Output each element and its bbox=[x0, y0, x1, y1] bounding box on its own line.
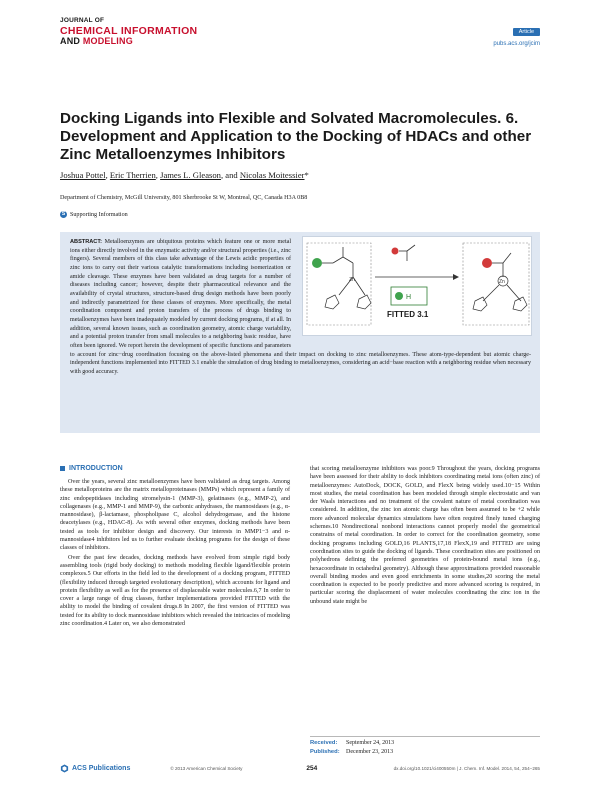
received-date: September 24, 2013 bbox=[346, 740, 395, 746]
doi-citation-link[interactable]: dx.doi.org/10.1021/ci400550m | J. Chem. Inf. Model. 2014, 54, 254−265 bbox=[393, 766, 540, 771]
abstract-label: ABSTRACT: bbox=[70, 239, 103, 245]
published-date-row bbox=[310, 748, 540, 757]
affiliation: Department of Chemistry, McGill University, 801 Sherbrooke St W, Montreal, QC, Canada H3A 0B8 bbox=[60, 195, 308, 201]
received-label: Received: bbox=[310, 740, 338, 746]
section-heading bbox=[60, 465, 123, 472]
author-link[interactable]: Joshua Pottel bbox=[60, 170, 106, 180]
toc-residue-label: H bbox=[406, 294, 412, 301]
acs-publications-label: ACS Publications bbox=[72, 765, 131, 772]
acs-publications-logo[interactable] bbox=[60, 764, 130, 773]
author-separator: , and bbox=[220, 170, 240, 180]
journal-logo-line1: JOURNAL OF bbox=[60, 17, 105, 24]
author-separator: , bbox=[105, 170, 110, 180]
copyright: © 2013 American Chemical Society bbox=[170, 766, 243, 771]
author-list bbox=[60, 170, 309, 180]
reaction-arrow bbox=[375, 245, 459, 319]
author-separator: , bbox=[155, 170, 161, 180]
toc-graphic-svg bbox=[303, 237, 533, 337]
abstract-body: Metalloenzymes are ubiquitous proteins which feature one or more metal ions either directly involved in the enzymatic activity and/or structural properties (i.e., zinc fingers). Several members of this class take advantage of the Lewis acidic properties of zinc ions to carry out their various catalytic transformations including isomerization or amide cleavage. These enzymes have been validated as drug targets for a number of diseases including cancer; however, despite their pharmaceutical relevance and the availability of crystal structures, structure-based drug design methods have been poorly and indirectly parametrized for these classes of enzymes. More specifically, the metal coordination component and proton transfers of the process of drugs binding to metalloenzymes have been inadequately modeled by current docking programs, if at all. In addition, several known issues, such as coordination geometry, atomic charge variability, and a potential proton transfer from small molecules to a neighboring basic residue, have often been ignored. We report herein the development of specific functions and parameters to account for zinc−drug coordination focusing on the above-listed phenomena and their impact on docking to zinc metalloenzymes. These atom-type-dependent but atomic charge-independent functions implemented into FITTED 3.1 enable the simulation of drug binding to metalloenzymes, considering an acid−base reaction with a neighboring residue when necessary with good accuracy. bbox=[70, 239, 531, 375]
paragraph: Over the years, several zinc metalloenzymes have been validated as drug targets. Among these metalloproteins are the matrix metalloproteinases (MMPs) which represent a family of zinc endopeptidases including stromelysin-1 (MMP-3), gelatinases (e.g., MMP-2), and collagenases (e.g., MMP-1 and MMP-9), the carbonic anhydrases, the mannosidases (e.g., α-mannosidase), β-lactamase, phospholipase C, alcohol dehydrogenase, and the histone deacetylases (e.g., HDAC-8). As with several other enzymes, docking methods have been tested as tools for inhibitor design and discovery. Our interests in MMP1−3 and α-mannosidase4 inhibitors led us to further evaluate docking programs for the design of these classes of inhibitors. bbox=[60, 479, 290, 552]
product-panel bbox=[463, 243, 529, 325]
journal-logo-line2: CHEMICAL INFORMATION bbox=[60, 24, 198, 37]
supporting-information-link[interactable] bbox=[60, 211, 128, 218]
acs-hexagon-icon bbox=[60, 764, 69, 773]
section-bullet-icon bbox=[60, 466, 65, 471]
left-column bbox=[60, 478, 290, 629]
published-date: December 23, 2013 bbox=[346, 749, 394, 755]
supporting-info-icon: S bbox=[61, 211, 66, 217]
author-link[interactable]: James L. Gleason bbox=[160, 170, 221, 180]
publication-dates bbox=[310, 736, 540, 757]
journal-logo-line3 bbox=[60, 37, 197, 46]
journal-logo-and: AND bbox=[60, 36, 81, 46]
reactant-panel bbox=[307, 243, 371, 325]
received-date-row bbox=[310, 739, 540, 748]
paragraph: that scoring metalloenzyme inhibitors was poor.9 Throughout the years, docking programs have been assessed for their ability to dock inhibitors coordinating metal ions (often zinc) of metalloenzymes: AutoDock, DOCK, GOLD, and FlexX being widely used.10−15 Within most studies, the metal coordination has been modeled through simple electrostatic and van der Waals interactions and no treatment of the covalent nature of metal coordination was considered. In addition, the zinc ion atomic charge has often been assumed to be +2 while more advanced molecular dynamics simulations have often required finely tuned charging schemes.10 Nondirectional nonbond interactions cannot properly model the geometrical constrains of metal coordination. In order to correct for the coordination geometry, some docking programs including GOLD,16 PLANTS,17,18 FlexX,19 and FITTED are using coordination sites to guide the docking of ligands. These coordination sites are positioned on polyhedrons defining the preferred geometries of protein-bound metal ions (e.g., hexacoordinate in octahedral geometry). Although these approximations provided reasonable overall binding modes and even good enrichments in some studies,20 scoring the metal coordination is expected to be poorly predictive and more advanced scoring is required, in particular scoring the displacement of water molecules coordinating the zinc ion in the unbound state might be bbox=[310, 466, 540, 605]
toc-fitted-label: FITTED 3.1 bbox=[387, 310, 429, 319]
published-label: Published: bbox=[310, 749, 340, 755]
author-link[interactable]: Nicolas Moitessier bbox=[239, 170, 305, 180]
section-title: INTRODUCTION bbox=[69, 465, 123, 472]
page-footer bbox=[60, 764, 540, 773]
article-type-badge: Article bbox=[513, 28, 540, 36]
article-title: Docking Ligands into Flexible and Solvated Macromolecules. 6. Development and Application to the Docking of HDACs and other Zinc Metalloenzymes Inhibitors bbox=[60, 110, 532, 163]
journal-logo-modeling: MODELING bbox=[82, 36, 133, 46]
toc-metal-right: Zn bbox=[499, 279, 505, 285]
toc-metal-left: Zn bbox=[349, 277, 355, 283]
right-column bbox=[310, 465, 540, 607]
corresponding-author-mark: * bbox=[304, 170, 309, 180]
journal-url-link[interactable]: pubs.acs.org/jcim bbox=[493, 41, 540, 47]
toc-graphic bbox=[302, 236, 532, 336]
supporting-info-label: Supporting Information bbox=[70, 211, 128, 218]
journal-logo bbox=[60, 18, 197, 46]
author-link[interactable]: Eric Therrien bbox=[109, 170, 156, 180]
page-number: 254 bbox=[306, 765, 318, 772]
paragraph: Over the past few decades, docking methods have evolved from simple rigid body assembling tools (rigid body docking) to methods modeling flexible ligand/flexible protein complexes.5 Our efforts in the field led to the development of a docking program, FITTED (flexibility induced through targeted evolutionary description), which accounts for ligand and protein flexibility as well as for the presence of displaceable water molecules.6,7 In order to cover a large range of drug classes, further implementations provided FITTED with the ability to model the binding of covalent drugs.8 In 2007, the first version of FITTED was tested for its ability to dock mannosidase inhibitors which revealed the intricacies of modeling zinc coordination.4 Later on, we also demonstrated bbox=[60, 554, 290, 628]
